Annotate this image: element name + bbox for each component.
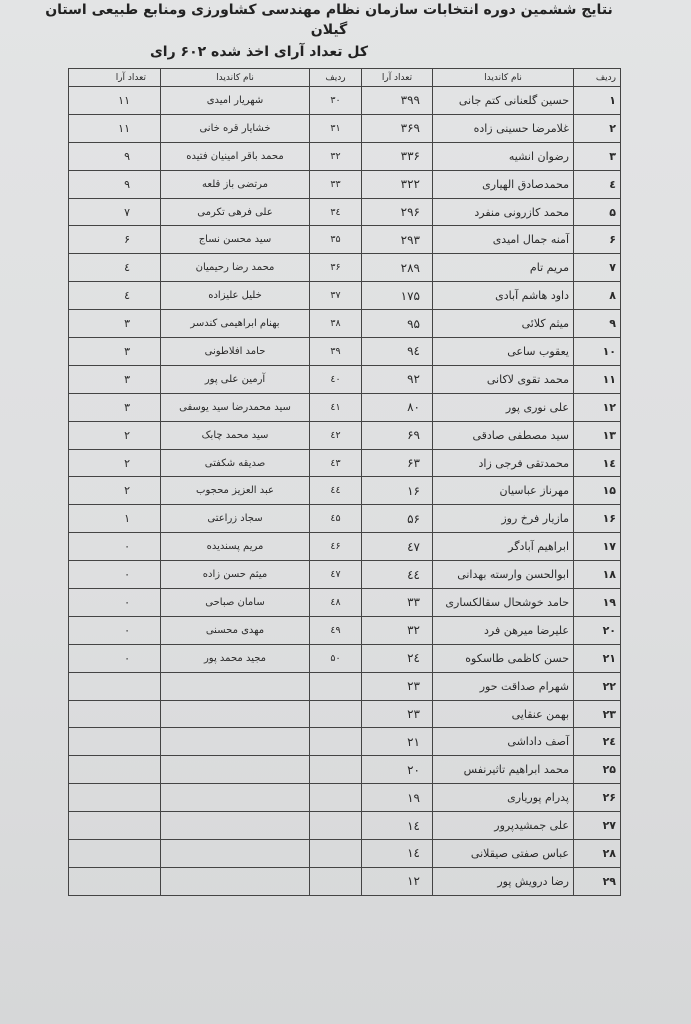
row-index-2: ٤۸: [310, 589, 362, 617]
table-row: [69, 282, 621, 310]
row-index-2: ٤۵: [310, 505, 362, 533]
vote-count-2: ۱۱: [69, 114, 161, 142]
table-row: [69, 226, 621, 254]
vote-count-2: ۰: [69, 644, 161, 672]
vote-count: ۲۹۳: [362, 226, 433, 254]
candidate-name: ابراهیم آبادگر: [433, 533, 574, 561]
empty-cell: [310, 756, 362, 784]
row-index: ۲۷: [574, 812, 621, 840]
table-row: [69, 505, 621, 533]
candidate-name: یعقوب ساعی: [433, 338, 574, 366]
candidate-name-2: خلیل علیزاده: [161, 282, 310, 310]
table-row: [69, 561, 621, 589]
table-row: [69, 254, 621, 282]
row-index: ۱۷: [574, 533, 621, 561]
candidate-name-2: شهریار امیدی: [161, 87, 310, 115]
vote-count: ۱۹: [362, 784, 433, 812]
empty-cell: [69, 784, 161, 812]
candidate-name: عباس صفتی صیقلانی: [433, 840, 574, 868]
vote-count-2: ٤: [69, 254, 161, 282]
row-index-2: ٤۰: [310, 365, 362, 393]
candidate-name: آمنه جمال امیدی: [433, 226, 574, 254]
row-index: ۱۶: [574, 505, 621, 533]
table-row: [69, 784, 621, 812]
vote-count: ۲۸۹: [362, 254, 433, 282]
header-candidate-name: نام کاندیدا: [433, 69, 574, 87]
vote-count-2: ۱۱: [69, 87, 161, 115]
table-row: [69, 867, 621, 895]
row-index: ۱۹: [574, 589, 621, 617]
table-row: [69, 421, 621, 449]
empty-cell: [310, 812, 362, 840]
candidate-name-2: حامد افلاطونی: [161, 338, 310, 366]
row-index-2: ٤٤: [310, 477, 362, 505]
row-index-2: ۳۹: [310, 338, 362, 366]
empty-cell: [69, 728, 161, 756]
table-row: [69, 616, 621, 644]
candidate-name: بهمن عنقایی: [433, 700, 574, 728]
table-row: [69, 840, 621, 868]
vote-count-2: ۲: [69, 421, 161, 449]
header-index: ردیف: [574, 69, 621, 87]
row-index: ۱۲: [574, 393, 621, 421]
row-index: ۱٤: [574, 449, 621, 477]
table-row: [69, 533, 621, 561]
empty-cell: [69, 812, 161, 840]
table-row: [69, 728, 621, 756]
vote-count-2: ۷: [69, 198, 161, 226]
row-index: ۱۸: [574, 561, 621, 589]
empty-cell: [69, 867, 161, 895]
candidate-name: محمد تقوی لاکانی: [433, 365, 574, 393]
vote-count: ۱٤: [362, 840, 433, 868]
candidate-name: محمدصادق الهیاری: [433, 170, 574, 198]
vote-count-2: ۶: [69, 226, 161, 254]
table-row: [69, 365, 621, 393]
candidate-name-2: سید محمد چابک: [161, 421, 310, 449]
empty-cell: [310, 672, 362, 700]
empty-cell: [310, 840, 362, 868]
table-row: [69, 87, 621, 115]
row-index: ۲۰: [574, 616, 621, 644]
candidate-name-2: خشایار قره خانی: [161, 114, 310, 142]
vote-count: ۳۲: [362, 616, 433, 644]
row-index-2: ۳۸: [310, 310, 362, 338]
row-index-2: ۳۷: [310, 282, 362, 310]
row-index-2: ۳۰: [310, 87, 362, 115]
candidate-name: علی جمشیدپرور: [433, 812, 574, 840]
vote-count: ٤٤: [362, 561, 433, 589]
table-row: [69, 812, 621, 840]
table-row: [69, 449, 621, 477]
row-index-2: ۳۲: [310, 142, 362, 170]
row-index-2: ۳۵: [310, 226, 362, 254]
row-index: ۲: [574, 114, 621, 142]
candidate-name-2: مجید محمد پور: [161, 644, 310, 672]
vote-count: ۹۲: [362, 365, 433, 393]
vote-count-2: ۱: [69, 505, 161, 533]
candidate-name: محمد کازرونی منفرد: [433, 198, 574, 226]
row-index: ۸: [574, 282, 621, 310]
candidate-name: مهرناز عباسیان: [433, 477, 574, 505]
candidate-name: محمدتقی فرجی زاد: [433, 449, 574, 477]
vote-count: ۹٤: [362, 338, 433, 366]
row-index: ۱۵: [574, 477, 621, 505]
header-candidate-name-2: نام کاندیدا: [161, 69, 310, 87]
vote-count: ۲۱: [362, 728, 433, 756]
vote-count: ۹۵: [362, 310, 433, 338]
candidate-name: میثم کلائی: [433, 310, 574, 338]
candidate-name: ابوالحسن وارسته بهدانی: [433, 561, 574, 589]
table-row: [69, 114, 621, 142]
vote-count-2: ۰: [69, 533, 161, 561]
row-index: ۲۲: [574, 672, 621, 700]
vote-count-2: ۲: [69, 477, 161, 505]
row-index-2: ۳٤: [310, 198, 362, 226]
table-row: [69, 142, 621, 170]
vote-count: ۶۹: [362, 421, 433, 449]
candidate-name: مازیار فرخ روز: [433, 505, 574, 533]
vote-count-2: ۳: [69, 365, 161, 393]
empty-cell: [161, 756, 310, 784]
vote-count-2: ۰: [69, 589, 161, 617]
empty-cell: [161, 728, 310, 756]
vote-count: ۵۶: [362, 505, 433, 533]
candidate-name-2: مریم پسندیده: [161, 533, 310, 561]
header-index-2: ردیف: [310, 69, 362, 87]
empty-cell: [161, 784, 310, 812]
results-table: [68, 68, 621, 896]
candidate-name: حامد خوشحال سقالکساری: [433, 589, 574, 617]
empty-cell: [69, 756, 161, 784]
row-index-2: ۳۶: [310, 254, 362, 282]
vote-count-2: ۳: [69, 393, 161, 421]
vote-count: ۶۳: [362, 449, 433, 477]
row-index: ۲۸: [574, 840, 621, 868]
candidate-name: رضوان انشیه: [433, 142, 574, 170]
vote-count: ۸۰: [362, 393, 433, 421]
vote-count-2: ۲: [69, 449, 161, 477]
vote-count-2: ۹: [69, 170, 161, 198]
vote-count-2: ۰: [69, 561, 161, 589]
vote-count-2: ۰: [69, 616, 161, 644]
vote-count: ۳۶۹: [362, 114, 433, 142]
table-row: [69, 644, 621, 672]
candidate-name: مریم تام: [433, 254, 574, 282]
vote-count: ۲۹۶: [362, 198, 433, 226]
row-index: ۲۶: [574, 784, 621, 812]
table-row: [69, 338, 621, 366]
table-row: [69, 393, 621, 421]
empty-cell: [161, 672, 310, 700]
row-index-2: ٤۲: [310, 421, 362, 449]
table-row: [69, 700, 621, 728]
row-index: ۳: [574, 142, 621, 170]
empty-cell: [69, 700, 161, 728]
vote-count: ۳۳: [362, 589, 433, 617]
row-index-2: ۵۰: [310, 644, 362, 672]
vote-count: ٤۷: [362, 533, 433, 561]
row-index-2: ۳۱: [310, 114, 362, 142]
vote-count: ۲۳: [362, 672, 433, 700]
vote-count: ۳۲۲: [362, 170, 433, 198]
empty-cell: [161, 812, 310, 840]
header-row: [69, 69, 621, 87]
empty-cell: [161, 867, 310, 895]
row-index: ۷: [574, 254, 621, 282]
empty-cell: [161, 840, 310, 868]
candidate-name: داود هاشم آبادی: [433, 282, 574, 310]
candidate-name-2: علی فرهی تکرمی: [161, 198, 310, 226]
empty-cell: [69, 672, 161, 700]
candidate-name: آصف داداشی: [433, 728, 574, 756]
candidate-name-2: صدیقه شکفتی: [161, 449, 310, 477]
header-votes: تعداد آرا: [362, 69, 433, 87]
table-row: [69, 477, 621, 505]
candidate-name-2: سجاد زراعتی: [161, 505, 310, 533]
vote-count-2: ٤: [69, 282, 161, 310]
empty-cell: [310, 728, 362, 756]
row-index: ٤: [574, 170, 621, 198]
candidate-name: غلامرضا حسینی زاده: [433, 114, 574, 142]
vote-count: ۲٤: [362, 644, 433, 672]
candidate-name-2: آرمین علی پور: [161, 365, 310, 393]
row-index: ۲٤: [574, 728, 621, 756]
row-index-2: ۳۳: [310, 170, 362, 198]
row-index-2: ٤۶: [310, 533, 362, 561]
vote-count-2: ۳: [69, 310, 161, 338]
candidate-name-2: محمد رضا رحیمیان: [161, 254, 310, 282]
candidate-name: سید مصطفی صادقی: [433, 421, 574, 449]
table-row: [69, 672, 621, 700]
empty-cell: [161, 700, 310, 728]
row-index: ۶: [574, 226, 621, 254]
table-row: [69, 198, 621, 226]
candidate-name: علیرضا میرهن فرد: [433, 616, 574, 644]
vote-count-2: ۳: [69, 338, 161, 366]
row-index: ۹: [574, 310, 621, 338]
row-index: ۲۱: [574, 644, 621, 672]
candidate-name-2: سامان صباحی: [161, 589, 310, 617]
empty-cell: [310, 867, 362, 895]
vote-count: ۲۳: [362, 700, 433, 728]
row-index-2: ٤۱: [310, 393, 362, 421]
candidate-name: محمد ابراهیم تاثیرنفس: [433, 756, 574, 784]
document-title: [38, 0, 620, 62]
candidate-name-2: بهنام ابراهیمی کندسر: [161, 310, 310, 338]
candidate-name-2: میثم حسن زاده: [161, 561, 310, 589]
table-row: [69, 310, 621, 338]
candidate-name-2: محمد باقر امینیان فتیده: [161, 142, 310, 170]
row-index: ۲۳: [574, 700, 621, 728]
row-index: ۱۰: [574, 338, 621, 366]
candidate-name-2: عبد العزیز محجوب: [161, 477, 310, 505]
vote-count: ۱۷۵: [362, 282, 433, 310]
row-index: ۲۵: [574, 756, 621, 784]
vote-count-2: ۹: [69, 142, 161, 170]
row-index-2: ٤۹: [310, 616, 362, 644]
empty-cell: [69, 840, 161, 868]
candidate-name: علی نوری پور: [433, 393, 574, 421]
vote-count: ۲۰: [362, 756, 433, 784]
row-index: ۲۹: [574, 867, 621, 895]
candidate-name: حسین گلعنانی کتم جانی: [433, 87, 574, 115]
candidate-name: پدرام پوریاری: [433, 784, 574, 812]
title-line-2: کل تعداد آرای اخذ شده ۶۰۲ رای: [149, 44, 369, 60]
row-index: ۵: [574, 198, 621, 226]
candidate-name: حسن کاظمی طاسکوه: [433, 644, 574, 672]
candidate-name: شهرام صداقت حور: [433, 672, 574, 700]
empty-cell: [310, 700, 362, 728]
table-row: [69, 589, 621, 617]
candidate-name-2: سید محمدرضا سید یوسفی: [161, 393, 310, 421]
vote-count: ۳۹۹: [362, 87, 433, 115]
candidate-name-2: مرتضی باز قلعه: [161, 170, 310, 198]
row-index-2: ٤۷: [310, 561, 362, 589]
empty-cell: [310, 784, 362, 812]
vote-count: ۱۲: [362, 867, 433, 895]
candidate-name-2: مهدی محسنی: [161, 616, 310, 644]
header-votes-2: تعداد آرا: [69, 69, 161, 87]
row-index: ۱: [574, 87, 621, 115]
candidate-name: رضا درویش پور: [433, 867, 574, 895]
table-row: [69, 170, 621, 198]
row-index: ۱۳: [574, 421, 621, 449]
vote-count: ۱۶: [362, 477, 433, 505]
vote-count: ۱٤: [362, 812, 433, 840]
candidate-name-2: سید محسن نساج: [161, 226, 310, 254]
vote-count: ۳۳۶: [362, 142, 433, 170]
title-line-1: نتایج ششمین دوره انتخابات سازمان نظام مهندسی کشاورزی ومنابع طبیعی استان گیلان: [45, 2, 613, 38]
row-index: ۱۱: [574, 365, 621, 393]
row-index-2: ٤۳: [310, 449, 362, 477]
table-row: [69, 756, 621, 784]
